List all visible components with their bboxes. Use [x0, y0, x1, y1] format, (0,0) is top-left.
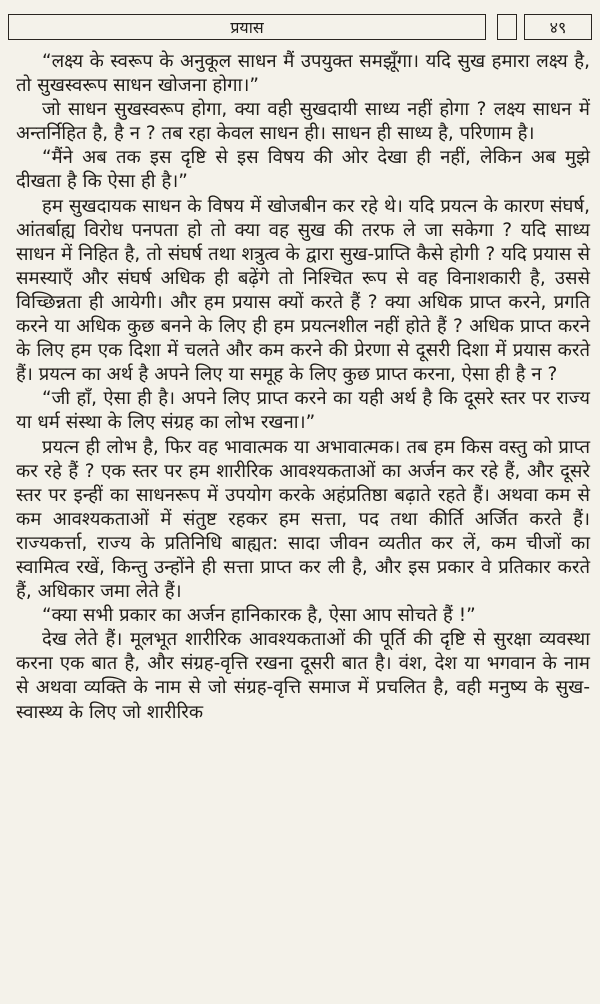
paragraph: देख लेते हैं। मूलभूत शारीरिक आवश्यकताओं की पूर्ति की दृष्टि से सुरक्षा व्यवस्था करना एक बात है, और संग्रह-वृत्ति रखना दूसरी बात है। वंश, देश या भगवान के नाम से अथवा व्यक्ति के नाम से जो संग्रह-वृत्ति समाज में प्रचलित है, वही मनुष्य के सुख-स्वास्थ्य के लिए जो शारीरिक	[16, 629, 590, 723]
paragraph: हम सुखदायक साधन के विषय में खोजबीन कर रहे थे। यदि प्रयत्न के कारण संघर्ष, आंतर्बाह्य विरोध पनपता हो तो क्या वह सुख की तरफ ले जा सकेगा ? यदि साध्य साधन में निहित है, तो संघर्ष तथा शत्रुत्व के द्वारा सुख-प्राप्ति कैसे होगी ? यदि प्रयास से समस्याएँ और संघर्ष अधिक ही बढ़ेंगे तो निश्चित रूप से वह विनाशकारी है, उससे विच्छिन्नता ही आयेगी। और हम प्रयास क्यों करते हैं ? क्या अधिक प्राप्त करने, प्रगति करने या अधिक कुछ बनने के लिए ही हम प्रयत्नशील नहीं होते हैं ? अधिक प्राप्त करने के लिए हम एक दिशा में चलते और कम करने की प्रेरणा से दूसरी दिशा में प्रयास करते हैं। प्रयत्न का अर्थ है अपने लिए या समूह के लिए कुछ प्राप्त करना, ऐसा ही है न ?	[16, 195, 590, 386]
paragraph: “मैंने अब तक इस दृष्टि से इस विषय की ओर देखा ही नहीं, लेकिन अब मुझे दीखता है कि ऐसा ही है।”	[16, 147, 590, 193]
body-text	[16, 50, 590, 725]
paragraph: “क्या सभी प्रकार का अर्जन हानिकारक है, ऐसा आप सोचते हैं !”	[42, 605, 476, 627]
paragraph: जो साधन सुखस्वरूप होगा, क्या वही सुखदायी साध्य नहीं होगा ? लक्ष्य साधन में अन्तर्निहित है, है न ? तब रहा केवल साधन ही। साधन ही साध्य है, परिणाम है।	[16, 99, 590, 145]
paragraph: “लक्ष्य के स्वरूप के अनुकूल साधन मैं उपयुक्त समझूँगा। यदि सुख हमारा लक्ष्य है, तो सुखस्वरूप साधन खोजना होगा।”	[16, 51, 590, 97]
chapter-title: प्रयास	[230, 18, 264, 37]
page-number-box	[524, 14, 592, 40]
paragraph: प्रयत्न ही लोभ है, फिर वह भावात्मक या अभावात्मक। तब हम किस वस्तु को प्राप्त कर रहे हैं ? एक स्तर पर हम शारीरिक आवश्यकताओं का अर्जन कर रहे हैं, और दूसरे स्तर पर इन्हीं का साधनरूप में उपयोग करके अहंप्रतिष्ठा बढ़ाते रहते हैं। अथवा कम से कम आवश्यकताओं में संतुष्ट रहकर हम सत्ता, पद तथा कीर्ति अर्जित करते हैं। राज्यकर्त्ता, राज्य के प्रतिनिधि बाह्यत: सादा जीवन व्यतीत कर लें, कम चीजों का स्वामित्व रखें, किन्तु उन्होंने ही सत्ता प्राप्त कर ली है, और इस प्रकार वे प्रतिकार करते हैं, अधिकार जमा लेते हैं।	[16, 436, 590, 603]
running-header	[8, 14, 592, 42]
chapter-title-box	[8, 14, 486, 40]
paragraph: “जी हाँ, ऐसा ही है। अपने लिए प्राप्त करने का यही अर्थ है कि दूसरे स्तर पर राज्य या धर्म संस्था के लिए संग्रह का लोभ रखना।”	[16, 388, 590, 434]
page-number: ४९	[549, 18, 567, 37]
header-divider-box	[497, 14, 517, 40]
